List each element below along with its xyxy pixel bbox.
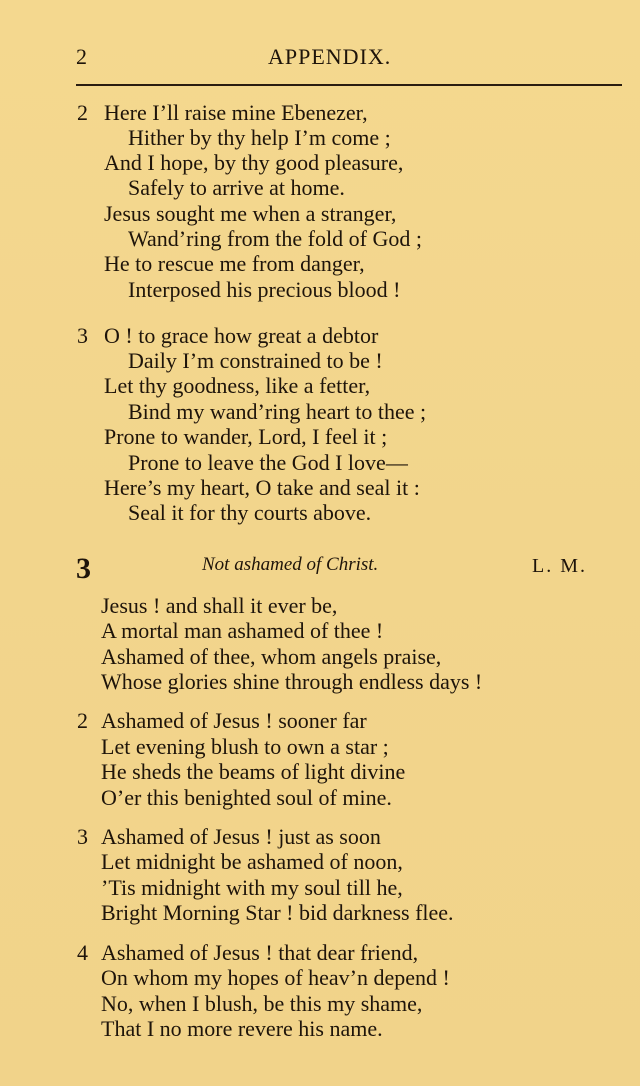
verse-line: Hither by thy help I’m come ; [128, 125, 391, 150]
verse-line: Here I’ll raise mine Ebenezer, [104, 100, 368, 125]
verse-line: And I hope, by thy good pleasure, [104, 150, 404, 175]
hymn-title: Not ashamed of Christ. [202, 554, 379, 575]
verse-line: Bright Morning Star ! bid darkness flee. [101, 900, 454, 925]
verse-line: Safely to arrive at home. [128, 175, 345, 200]
verse-line: Daily I’m constrained to be ! [128, 348, 383, 373]
verse-line: Let evening blush to own a star ; [101, 734, 389, 759]
verse-line: Prone to wander, Lord, I feel it ; [104, 424, 388, 449]
verse-line: Here’s my heart, O take and seal it : [104, 475, 420, 500]
hymn-meter: L. M. [532, 555, 587, 577]
page-header [0, 44, 640, 78]
stanza-number: 3 [77, 323, 88, 348]
verse-line: Bind my wand’ring heart to thee ; [128, 399, 427, 424]
verse-line: Jesus ! and shall it ever be, [101, 593, 338, 618]
verse-line: Let midnight be ashamed of noon, [101, 849, 403, 874]
stanza-number: 4 [77, 940, 88, 965]
verse-line: Whose glories shine through endless days ! [101, 669, 483, 694]
verse-line: Ashamed of thee, whom angels praise, [101, 644, 442, 669]
verse-line: That I no more revere his name. [101, 1016, 383, 1041]
verse-line: Interposed his precious blood ! [128, 277, 401, 302]
stanza-number: 2 [77, 708, 88, 733]
verse-line: Ashamed of Jesus ! just as soon [101, 824, 381, 849]
hymn-number: 3 [76, 552, 91, 585]
verse-line: He to rescue me from danger, [104, 251, 365, 276]
verse-line: A mortal man ashamed of thee ! [101, 618, 384, 643]
verse-line: He sheds the beams of light divine [101, 759, 406, 784]
page-number: 2 [76, 44, 87, 69]
verse-line: Wand’ring from the fold of God ; [128, 226, 422, 251]
verse-line: Ashamed of Jesus ! that dear friend, [101, 940, 419, 965]
stanza-number: 3 [77, 824, 88, 849]
verse-line: No, when I blush, be this my shame, [101, 991, 423, 1016]
verse-line: Seal it for thy courts above. [128, 500, 372, 525]
verse-line: O’er this benighted soul of mine. [101, 785, 392, 810]
stanza-number: 2 [77, 100, 88, 125]
verse-line: Prone to leave the God I love— [128, 450, 408, 475]
verse-line: On whom my hopes of heav’n depend ! [101, 965, 450, 990]
verse-line: ’Tis midnight with my soul till he, [101, 875, 403, 900]
verse-line: Jesus sought me when a stranger, [104, 201, 397, 226]
header-rule [76, 84, 622, 86]
verse-line: Let thy goodness, like a fetter, [104, 373, 371, 398]
running-head: APPENDIX. [268, 44, 392, 69]
verse-line: Ashamed of Jesus ! sooner far [101, 708, 367, 733]
verse-line: O ! to grace how great a debtor [104, 323, 379, 348]
